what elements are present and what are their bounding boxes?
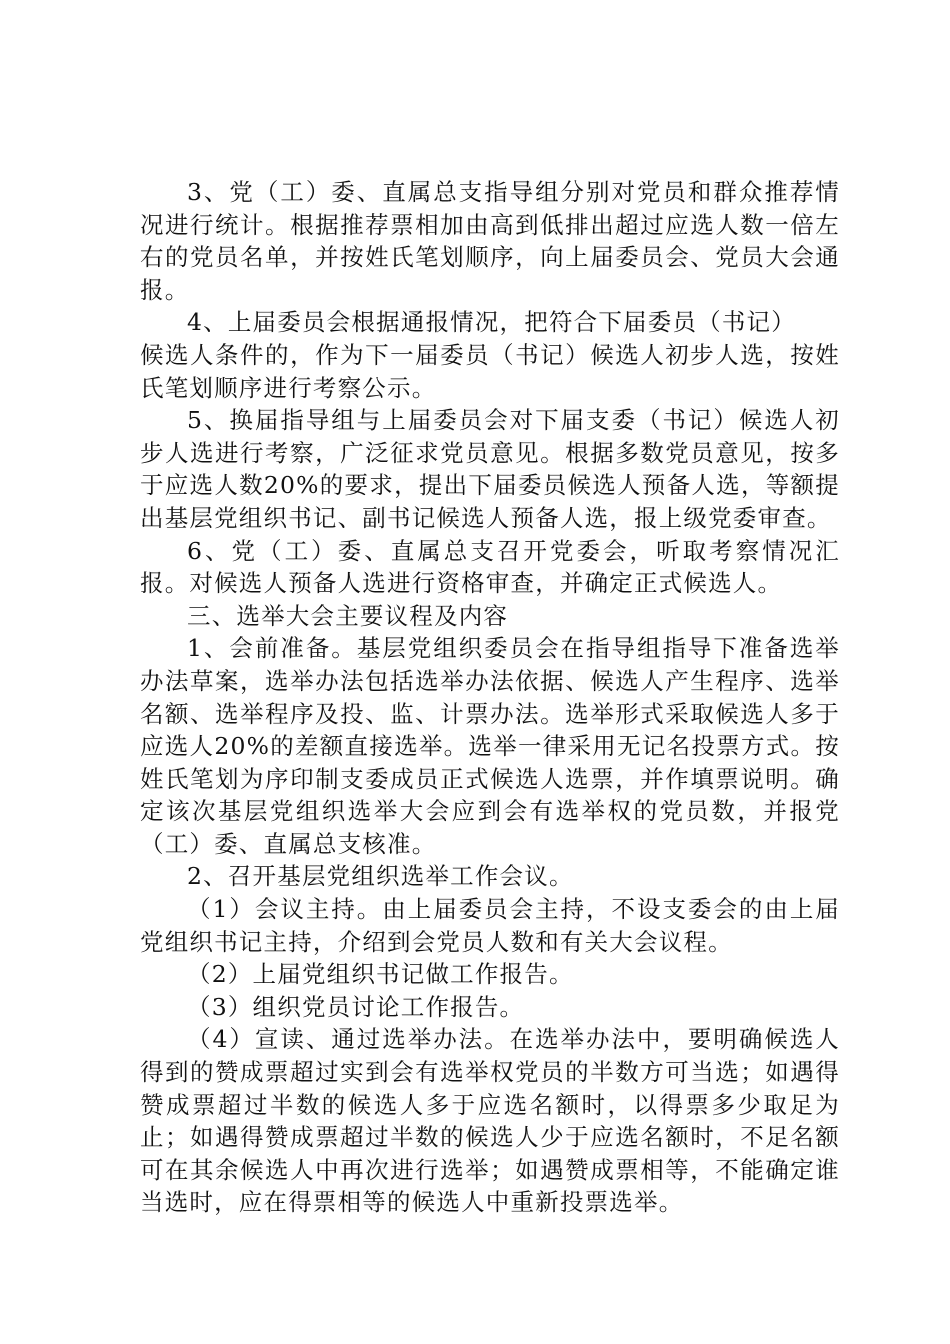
paragraph-step-3: 3、党（工）委、直属总支指导组分别对党员和群众推荐情况进行统计。根据推荐票相加由高到低排出超过应选人数一倍左右的党员名单，并按姓氏笔划顺序，向上届委员会、党员大会通报。 bbox=[140, 178, 840, 304]
document-body bbox=[140, 176, 840, 1219]
paragraph-election-meeting: 2、召开基层党组织选举工作会议。 bbox=[187, 862, 574, 891]
paragraph-item-2: （2）上届党组织书记做工作报告。 bbox=[187, 960, 574, 989]
paragraph-step-6: 6、党（工）委、直属总支召开党委会，听取考察情况汇报。对候选人预备人选进行资格审查，并确定正式候选人。 bbox=[140, 536, 840, 598]
paragraph-step-4-continued: 候选人条件的，作为下一届委员（书记）候选人初步人选，按姓氏笔划顺序进行考察公示。 bbox=[140, 340, 840, 402]
paragraph-step-5: 5、换届指导组与上届委员会对下届支委（书记）候选人初步人选进行考察，广泛征求党员意见。根据多数党员意见，按多于应选人数20%的要求，提出下届委员候选人预备人选，等额提出基层党组织书记、副书记候选人预备人选，报上级党委审查。 bbox=[140, 406, 840, 532]
paragraph-preparation: 1、会前准备。基层党组织委员会在指导组指导下准备选举办法草案，选举办法包括选举办法依据、候选人产生程序、选举名额、选举程序及投、监、计票办法。选举形式采取候选人多于应选人20%的差额直接选举。选举一律采用无记名投票方式。按姓氏笔划为序印制支委成员正式候选人选票，并作填票说明。确定该次基层党组织选举大会应到会有选举权的党员数，并报党（工）委、直属总支核准。 bbox=[140, 634, 840, 858]
paragraph-item-1: （1）会议主持。由上届委员会主持，不设支委会的由上届党组织书记主持，介绍到会党员人数和有关大会议程。 bbox=[140, 895, 840, 956]
section-heading-3: 三、选举大会主要议程及内容 bbox=[187, 601, 509, 630]
paragraph-step-4: 4、上届委员会根据通报情况，把符合下届委员（书记） bbox=[187, 308, 796, 337]
paragraph-item-3: （3）组织党员讨论工作报告。 bbox=[187, 992, 525, 1021]
paragraph-item-4: （4）宣读、通过选举办法。在选举办法中，要明确候选人得到的赞成票超过实到会有选举权党员的半数方可当选；如遇得赞成票超过半数的候选人多于应选名额时，以得票多少取足为止；如遇得赞成票超过半数的候选人少于应选名额时，不足名额可在其余候选人中再次进行选举；如遇赞成票相等，不能确定谁当选时，应在得票相等的候选人中重新投票选举。 bbox=[140, 1025, 840, 1217]
